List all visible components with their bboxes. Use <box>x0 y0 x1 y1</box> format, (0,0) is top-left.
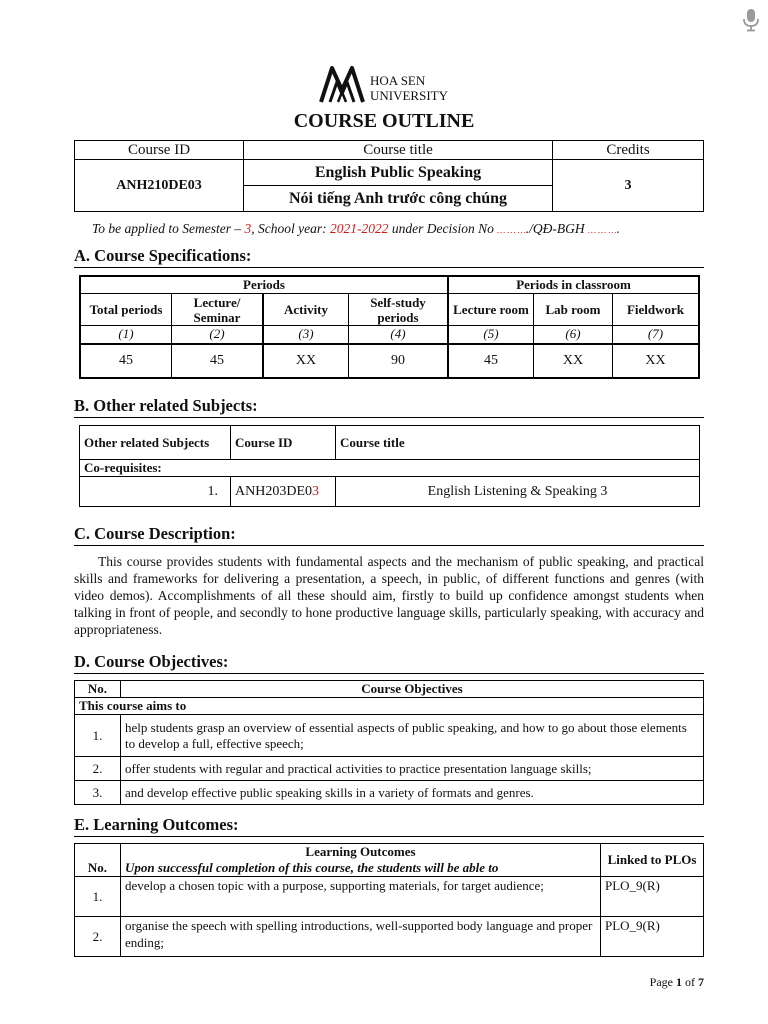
applied-prefix: To be applied to Semester – <box>92 221 245 236</box>
related-row-no: 1. <box>80 477 231 507</box>
applied-suffix: under Decision No <box>388 221 498 236</box>
header-course-title: Course title <box>244 141 553 160</box>
applied-mid: , School year: <box>251 221 330 236</box>
applied-dots2: … … … <box>588 225 617 235</box>
spec-header: Lecture room <box>448 294 534 326</box>
outcomes-header-no: No. <box>75 844 121 877</box>
spec-header: Total periods <box>80 294 172 326</box>
related-header-title: Course title <box>336 426 700 460</box>
course-objectives-table <box>74 680 704 805</box>
page-number <box>650 975 704 990</box>
spec-value: XX <box>263 344 349 378</box>
spec-header: Lab room <box>534 294 613 326</box>
credits-value: 3 <box>553 160 704 212</box>
applied-end: . <box>616 221 620 236</box>
spec-number: (2) <box>172 326 264 344</box>
page-current: 1 <box>676 975 682 989</box>
spec-number: (6) <box>534 326 613 344</box>
spec-header: Fieldwork <box>613 294 700 326</box>
outcome-text: develop a chosen topic with a purpose, supporting materials, for target audience; <box>121 877 601 917</box>
group-periods: Periods <box>80 276 448 294</box>
section-c-title: C. Course Description: <box>74 524 704 546</box>
learning-outcomes-table <box>74 843 704 957</box>
microphone-icon[interactable] <box>742 8 760 32</box>
applied-dots1: … … … <box>497 225 526 235</box>
course-info-table <box>74 140 704 212</box>
objective-no: 1. <box>75 715 121 757</box>
section-b-title: B. Other related Subjects: <box>74 396 704 418</box>
objectives-aims: This course aims to <box>75 698 704 715</box>
university-name <box>370 73 448 103</box>
group-classroom: Periods in classroom <box>448 276 699 294</box>
related-subjects-table <box>79 425 700 507</box>
spec-value: 45 <box>172 344 264 378</box>
related-header-id: Course ID <box>231 426 336 460</box>
applied-decision: ./QĐ-BGH <box>525 221 588 236</box>
spec-number: (7) <box>613 326 700 344</box>
spec-header: Lecture/ Seminar <box>172 294 264 326</box>
university-line1: HOA SEN <box>370 73 426 88</box>
page-of: of <box>682 975 698 989</box>
section-d-title: D. Course Objectives: <box>74 652 704 674</box>
related-row-id-suffix: 3 <box>312 483 319 499</box>
course-title-en: English Public Speaking <box>244 160 553 186</box>
applied-line <box>92 221 620 237</box>
outcome-no: 2. <box>75 917 121 957</box>
related-row-id <box>231 477 336 507</box>
outcomes-header-linked: Linked to PLOs <box>601 844 704 877</box>
course-id-value: ANH210DE03 <box>75 160 244 212</box>
objective-text: help students grasp an overview of essential aspects of public speaking, and how to go about those elements to develop a full, effective speech; <box>121 715 704 757</box>
header-course-id: Course ID <box>75 141 244 160</box>
outcomes-header-sub: Upon successful completion of this course, the students will be able to <box>121 860 601 877</box>
outcome-text: organise the speech with spelling introductions, well-supported body language and proper ending; <box>121 917 601 957</box>
applied-year: 2021-2022 <box>329 221 389 236</box>
outcome-no: 1. <box>75 877 121 917</box>
outcome-plo: PLO_9(R) <box>601 917 704 957</box>
outcome-plo: PLO_9(R) <box>601 877 704 917</box>
course-title-vi: Nói tiếng Anh trước công chúng <box>244 186 553 212</box>
objective-no: 2. <box>75 757 121 781</box>
course-description: This course provides students with fundamental aspects and the mechanism of public speaking, and practical skills and frameworks for delivering a presentation, a speech, in public, of different functions and genres (with video demos). Accomplishments of all these should aim, firstly to build up confidence amongst students when talking in front of people, and secondly to hone productive language skills, particularly speaking, with accuracy and appropriateness. <box>74 554 704 637</box>
spec-value: 45 <box>80 344 172 378</box>
related-row-title: English Listening & Speaking 3 <box>336 477 700 507</box>
spec-value: 45 <box>448 344 534 378</box>
objective-no: 3. <box>75 781 121 805</box>
page-total: 7 <box>698 975 704 989</box>
objectives-header-no: No. <box>75 681 121 698</box>
related-header-subjects: Other related Subjects <box>80 426 231 460</box>
objective-text: and develop effective public speaking skills in a variety of formats and genres. <box>121 781 704 805</box>
section-e-title: E. Learning Outcomes: <box>74 815 704 837</box>
university-line2: UNIVERSITY <box>370 88 448 103</box>
applied-semester: 3 <box>244 221 252 236</box>
course-specifications-table <box>79 275 700 379</box>
spec-number: (3) <box>263 326 349 344</box>
spec-number: (5) <box>448 326 534 344</box>
co-requisites-label: Co-requisites: <box>80 460 700 477</box>
spec-value: 90 <box>349 344 449 378</box>
outcomes-header-title: Learning Outcomes <box>121 844 601 861</box>
spec-header: Self-study periods <box>349 294 449 326</box>
spec-header: Activity <box>263 294 349 326</box>
lotus-logo-icon <box>318 62 366 104</box>
related-row-id-main: ANH203DE0 <box>235 483 312 499</box>
objectives-header-title: Course Objectives <box>121 681 704 698</box>
spec-number: (4) <box>349 326 449 344</box>
objective-text: offer students with regular and practical activities to practice presentation language skills; <box>121 757 704 781</box>
spec-value: XX <box>613 344 700 378</box>
section-a-title: A. Course Specifications: <box>74 246 704 268</box>
page-label: Page <box>649 975 676 989</box>
header-credits: Credits <box>553 141 704 160</box>
page-title: COURSE OUTLINE <box>293 110 475 132</box>
spec-value: XX <box>534 344 613 378</box>
spec-number: (1) <box>80 326 172 344</box>
